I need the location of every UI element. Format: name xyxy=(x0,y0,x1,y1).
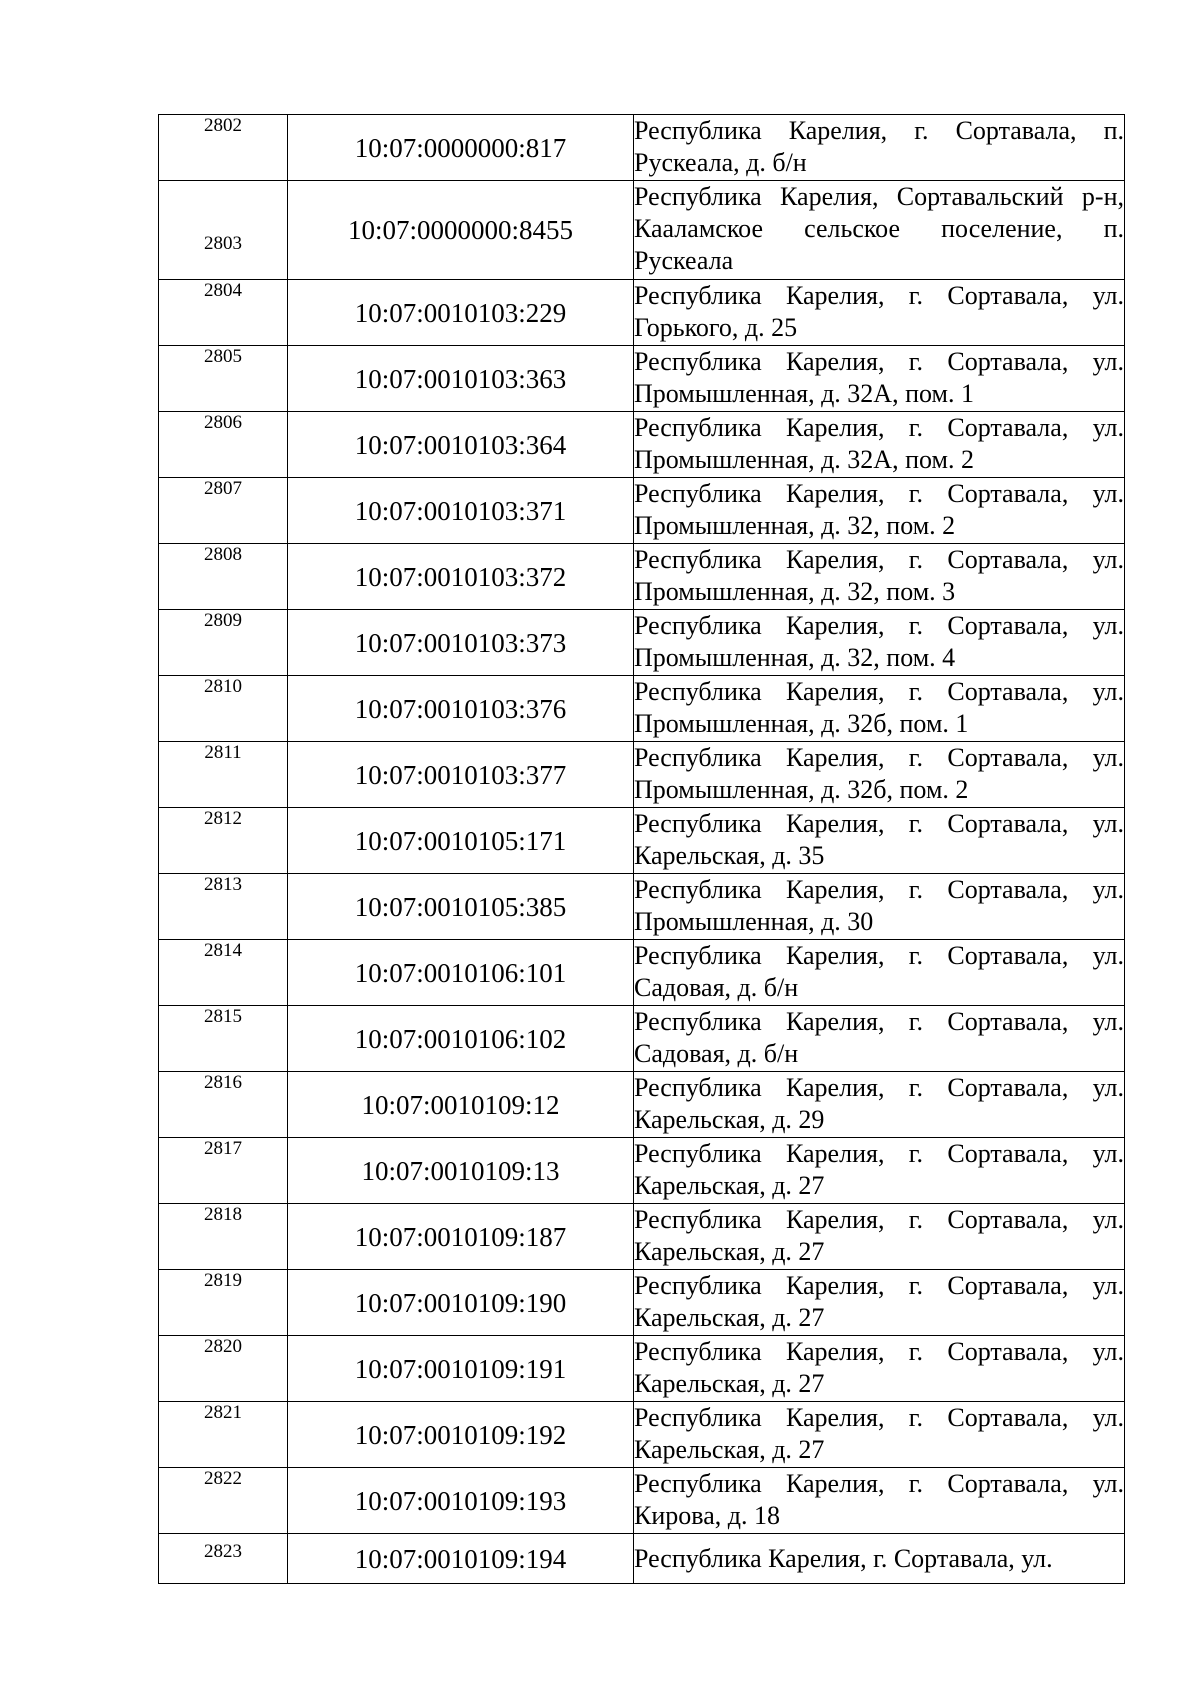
row-number: 2823 xyxy=(159,1534,288,1584)
row-number: 2814 xyxy=(159,940,288,1006)
table-row xyxy=(159,1468,1125,1534)
cadastral-number: 10:07:0010103:373 xyxy=(288,610,634,676)
row-number: 2819 xyxy=(159,1270,288,1336)
address: Республика Карелия, г. Сортавала, ул. Садовая, д. б/н xyxy=(634,940,1125,1006)
address: Республика Карелия, г. Сортавала, ул. Садовая, д. б/н xyxy=(634,1006,1125,1072)
row-number: 2807 xyxy=(159,478,288,544)
table-row xyxy=(159,115,1125,181)
table-row xyxy=(159,1006,1125,1072)
row-number: 2811 xyxy=(159,742,288,808)
row-number: 2818 xyxy=(159,1204,288,1270)
address: Республика Карелия, г. Сортавала, ул. Промышленная, д. 32, пом. 4 xyxy=(634,610,1125,676)
row-number: 2802 xyxy=(159,115,288,181)
cadastral-number: 10:07:0010103:363 xyxy=(288,346,634,412)
cadastral-number: 10:07:0010109:12 xyxy=(288,1072,634,1138)
table-row xyxy=(159,676,1125,742)
table-row xyxy=(159,610,1125,676)
row-number: 2804 xyxy=(159,280,288,346)
table-row xyxy=(159,280,1125,346)
row-number: 2816 xyxy=(159,1072,288,1138)
address: Республика Карелия, г. Сортавала, ул. Промышленная, д. 30 xyxy=(634,874,1125,940)
registry-table xyxy=(158,114,1125,1584)
table-row xyxy=(159,478,1125,544)
table-row xyxy=(159,940,1125,1006)
row-number: 2810 xyxy=(159,676,288,742)
table-row xyxy=(159,874,1125,940)
address: Республика Карелия, г. Сортавала, п. Рускеала, д. б/н xyxy=(634,115,1125,181)
address: Республика Карелия, г. Сортавала, ул. Промышленная, д. 32б, пом. 1 xyxy=(634,676,1125,742)
row-number: 2820 xyxy=(159,1336,288,1402)
cadastral-number: 10:07:0000000:8455 xyxy=(288,181,634,280)
row-number: 2813 xyxy=(159,874,288,940)
row-number: 2806 xyxy=(159,412,288,478)
row-number: 2815 xyxy=(159,1006,288,1072)
address: Республика Карелия, г. Сортавала, ул. Промышленная, д. 32А, пом. 2 xyxy=(634,412,1125,478)
cadastral-number: 10:07:0010109:191 xyxy=(288,1336,634,1402)
address: Республика Карелия, г. Сортавала, ул. Карельская, д. 27 xyxy=(634,1336,1125,1402)
address: Республика Карелия, г. Сортавала, ул. Карельская, д. 27 xyxy=(634,1138,1125,1204)
table-row xyxy=(159,544,1125,610)
address: Республика Карелия, г. Сортавала, ул. Промышленная, д. 32б, пом. 2 xyxy=(634,742,1125,808)
cadastral-number: 10:07:0010103:364 xyxy=(288,412,634,478)
address: Республика Карелия, г. Сортавала, ул. Промышленная, д. 32, пом. 2 xyxy=(634,478,1125,544)
cadastral-number: 10:07:0010109:13 xyxy=(288,1138,634,1204)
cadastral-number: 10:07:0010106:102 xyxy=(288,1006,634,1072)
cadastral-number: 10:07:0010103:371 xyxy=(288,478,634,544)
address: Республика Карелия, Сортавальский р-н, Кааламское сельское поселение, п. Рускеала xyxy=(634,181,1125,280)
row-number: 2817 xyxy=(159,1138,288,1204)
table-row xyxy=(159,346,1125,412)
row-number: 2821 xyxy=(159,1402,288,1468)
table-row xyxy=(159,1270,1125,1336)
address: Республика Карелия, г. Сортавала, ул. Карельская, д. 29 xyxy=(634,1072,1125,1138)
row-number: 2822 xyxy=(159,1468,288,1534)
cadastral-number: 10:07:0010103:229 xyxy=(288,280,634,346)
row-number: 2812 xyxy=(159,808,288,874)
table-row xyxy=(159,412,1125,478)
address: Республика Карелия, г. Сортавала, ул. xyxy=(634,1534,1125,1584)
cadastral-number: 10:07:0010103:376 xyxy=(288,676,634,742)
address: Республика Карелия, г. Сортавала, ул. Карельская, д. 35 xyxy=(634,808,1125,874)
address: Республика Карелия, г. Сортавала, ул. Карельская, д. 27 xyxy=(634,1270,1125,1336)
cadastral-number: 10:07:0010109:190 xyxy=(288,1270,634,1336)
row-number: 2805 xyxy=(159,346,288,412)
table-row xyxy=(159,181,1125,280)
cadastral-number: 10:07:0010103:377 xyxy=(288,742,634,808)
address: Республика Карелия, г. Сортавала, ул. Карельская, д. 27 xyxy=(634,1204,1125,1270)
cadastral-number: 10:07:0010103:372 xyxy=(288,544,634,610)
row-number: 2808 xyxy=(159,544,288,610)
address: Республика Карелия, г. Сортавала, ул. Горького, д. 25 xyxy=(634,280,1125,346)
table-row xyxy=(159,742,1125,808)
address: Республика Карелия, г. Сортавала, ул. Карельская, д. 27 xyxy=(634,1402,1125,1468)
row-number: 2809 xyxy=(159,610,288,676)
table-row xyxy=(159,1336,1125,1402)
table-row xyxy=(159,1204,1125,1270)
address: Республика Карелия, г. Сортавала, ул. Кирова, д. 18 xyxy=(634,1468,1125,1534)
table-row xyxy=(159,808,1125,874)
cadastral-number: 10:07:0010105:385 xyxy=(288,874,634,940)
cadastral-number: 10:07:0000000:817 xyxy=(288,115,634,181)
table-row xyxy=(159,1534,1125,1584)
address: Республика Карелия, г. Сортавала, ул. Промышленная, д. 32, пом. 3 xyxy=(634,544,1125,610)
cadastral-number: 10:07:0010105:171 xyxy=(288,808,634,874)
table-row xyxy=(159,1072,1125,1138)
table-row xyxy=(159,1138,1125,1204)
cadastral-number: 10:07:0010106:101 xyxy=(288,940,634,1006)
cadastral-number: 10:07:0010109:194 xyxy=(288,1534,634,1584)
cadastral-number: 10:07:0010109:192 xyxy=(288,1402,634,1468)
cadastral-number: 10:07:0010109:187 xyxy=(288,1204,634,1270)
cadastral-number: 10:07:0010109:193 xyxy=(288,1468,634,1534)
row-number: 2803 xyxy=(159,181,288,280)
address: Республика Карелия, г. Сортавала, ул. Промышленная, д. 32А, пом. 1 xyxy=(634,346,1125,412)
table-row xyxy=(159,1402,1125,1468)
